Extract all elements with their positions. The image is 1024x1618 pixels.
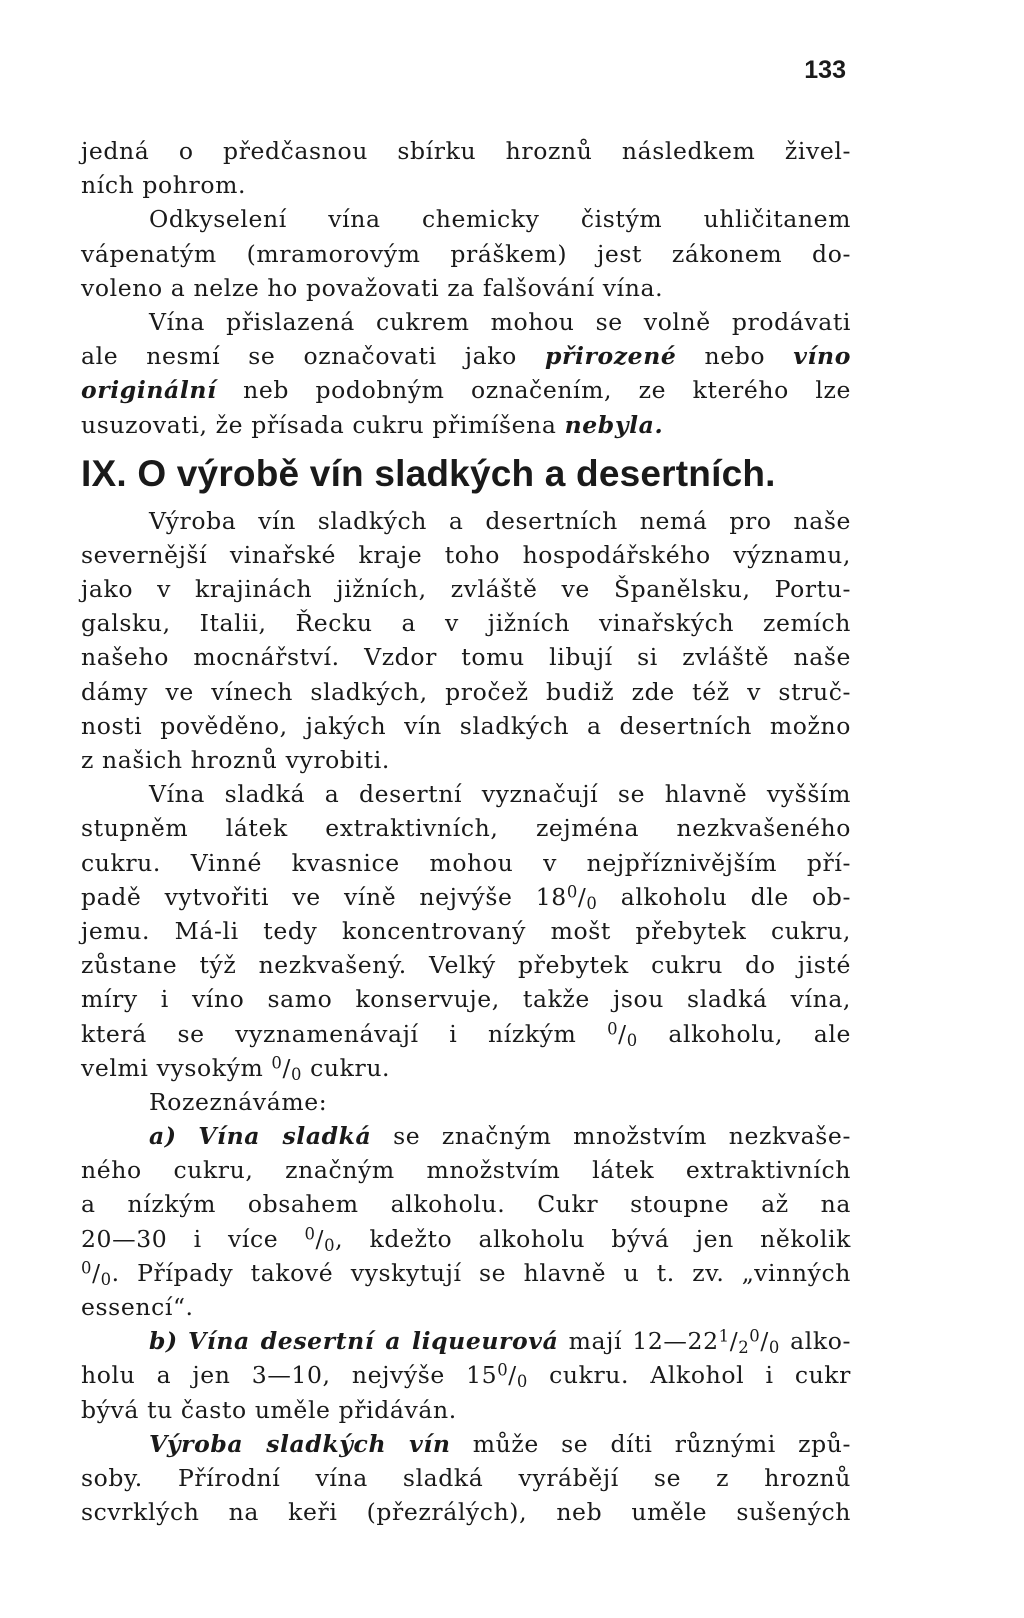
degree-mark: 0 — [271, 1053, 283, 1073]
degree-mark: 0 — [749, 1326, 761, 1346]
text-line: Rozeznáváme: — [149, 1087, 328, 1116]
emphasis-text: Vína sladká — [198, 1122, 372, 1151]
text-fragment: / — [508, 1361, 517, 1390]
text-line: soby. Přírodní vína sladká vyrábějí se z hroznů — [81, 1463, 851, 1492]
subscript-zero: 0 — [324, 1235, 336, 1255]
superscript-one: 1 — [718, 1326, 730, 1346]
text-fragment: / — [315, 1224, 325, 1253]
text-line: zůstane týž nezkvašený. Velký přebytek cukru do jisté — [81, 951, 851, 980]
percent-sign — [304, 1225, 335, 1253]
list-label: b) — [149, 1327, 178, 1356]
text-line — [81, 1256, 851, 1290]
text-line — [81, 1324, 851, 1358]
text-line — [81, 1427, 851, 1461]
text-fragment: která se vyznamenávají i nízkým — [81, 1019, 577, 1048]
text-fragment: se značným množstvím nezkvaše- — [393, 1122, 851, 1151]
text-line: voleno a nelze ho považovati za falšování vína. — [81, 273, 664, 302]
text-line — [81, 339, 851, 373]
text-line: ních pohrom. — [81, 171, 247, 200]
text-fragment: může se díti různými způ- — [472, 1429, 851, 1458]
text-line: Odkyselení vína chemicky čistým uhličitanem — [149, 205, 851, 234]
text-line — [81, 1119, 851, 1153]
text-fragment: nebo — [704, 342, 766, 371]
percent-sign — [271, 1054, 302, 1082]
emphasis-text: Výroba sladkých vín — [149, 1429, 451, 1458]
subscript-zero: 0 — [516, 1372, 528, 1392]
text-fragment: / — [618, 1019, 627, 1048]
text-line: našeho mocnářství. Vzdor tomu libují si zvláště naše — [81, 643, 851, 672]
text-fragment: / — [282, 1053, 292, 1082]
text-fragment: / — [729, 1327, 739, 1356]
emphasis-text: nebyla. — [564, 410, 664, 439]
subscript-zero: 0 — [626, 1030, 638, 1050]
degree-mark: 0 — [566, 882, 578, 902]
degree-mark: 0 — [81, 1258, 93, 1278]
section-heading: IX. O výrobě vín sladkých a desertních. — [81, 452, 776, 494]
text-line: cukru. Vinné kvasnice mohou v nejpříznivějším pří- — [81, 848, 851, 877]
percent-sign — [607, 1020, 638, 1048]
page-text — [81, 134, 851, 1529]
text-fragment: / — [760, 1327, 769, 1356]
text-line: jemu. Má-li tedy koncentrovaný mošt přebytek cukru, — [81, 916, 851, 945]
text-fragment: neb podobným označením, ze kterého lze — [243, 376, 851, 405]
list-label: a) — [149, 1122, 177, 1151]
text-line: Vína sladká a desertní vyznačují se hlavně vyšším — [149, 780, 851, 809]
text-fragment: velmi vysokým — [81, 1053, 264, 1082]
text-fragment: alko- — [790, 1327, 852, 1356]
text-fragment: holu a jen 3—10, nejvýše 15 — [81, 1361, 498, 1390]
text-line: z našich hroznů vyrobiti. — [81, 746, 390, 774]
text-fragment: / — [92, 1258, 101, 1287]
text-line — [81, 408, 851, 442]
text-line — [81, 1017, 851, 1051]
text-line: dámy ve vínech sladkých, pročež budiž zde též v struč- — [81, 677, 851, 706]
text-fragment: mají 12—22 — [568, 1327, 719, 1356]
text-line: stupněm látek extraktivních, zejména nezkvašeného — [81, 814, 851, 843]
emphasis-text: originální — [81, 376, 217, 405]
text-line: essencí“. — [81, 1293, 194, 1321]
text-fragment: , kdežto alkoholu bývá jen několik — [335, 1224, 851, 1253]
emphasis-text: víno — [793, 342, 851, 371]
degree-mark: 0 — [607, 1019, 619, 1039]
text-line: Vína přislazená cukrem mohou se volně prodávati — [149, 307, 851, 336]
text-fragment: cukru. — [310, 1053, 391, 1082]
text-line: vápenatým (mramorovým práškem) jest zákonem do- — [81, 239, 851, 268]
percent-sign — [81, 1259, 112, 1287]
text-fragment: alkoholu, ale — [668, 1019, 852, 1048]
subscript-two: 2 — [738, 1338, 750, 1358]
text-fragment: padě vytvořiti ve víně nejvýše 18 — [81, 882, 567, 911]
text-line: scvrklých na keři (přezrálých), neb uměle sušených — [81, 1498, 851, 1527]
text-line — [81, 373, 851, 407]
text-line: jako v krajinách jižních, zvláště ve Španělsku, Portu- — [81, 575, 851, 604]
emphasis-text: Vína desertní a liqueurová — [187, 1327, 559, 1356]
text-line — [81, 1051, 851, 1085]
text-line: severnější vinařské kraje toho hospodářského významu, — [81, 540, 851, 569]
text-fragment: alkoholu dle ob- — [620, 882, 851, 911]
text-fragment: / — [577, 882, 587, 911]
text-line: ného cukru, značným množstvím látek extraktivních — [81, 1156, 851, 1185]
text-line: míry i víno samo konservuje, takže jsou sladká vína, — [81, 985, 851, 1014]
text-line — [81, 1358, 851, 1392]
page-number: 133 — [804, 56, 846, 84]
subscript-zero: 0 — [100, 1269, 112, 1289]
text-line: galsku, Italii, Řecku a v jižních vinařských zemích — [81, 609, 851, 638]
subscript-zero: 0 — [586, 893, 598, 913]
text-line: jedná o předčasnou sbírku hroznů následkem živel- — [81, 137, 851, 165]
text-fragment: 20—30 i více — [81, 1224, 279, 1253]
degree-mark: 0 — [304, 1224, 316, 1244]
text-fragment: cukru. Alkohol i cukr — [549, 1361, 851, 1390]
text-line: nosti pověděno, jakých vín sladkých a desertních možno — [81, 711, 851, 740]
text-line: bývá tu často uměle přidáván. — [81, 1395, 457, 1424]
subscript-zero: 0 — [291, 1064, 303, 1084]
text-line — [81, 880, 851, 914]
text-fragment: . Případy takové vyskytují se hlavně u t. zv. „vinných — [111, 1258, 851, 1287]
emphasis-text: přirozené — [544, 342, 677, 371]
text-line — [81, 1222, 851, 1256]
subscript-zero: 0 — [768, 1338, 780, 1358]
text-line: Výroba vín sladkých a desertních nemá pro naše — [149, 506, 851, 535]
text-fragment: usuzovati, že přísada cukru přimíšena — [81, 410, 557, 439]
text-line: a nízkým obsahem alkoholu. Cukr stoupne až na — [81, 1190, 851, 1219]
degree-mark: 0 — [497, 1360, 509, 1380]
text-fragment: ale nesmí se označovati jako — [81, 342, 517, 371]
